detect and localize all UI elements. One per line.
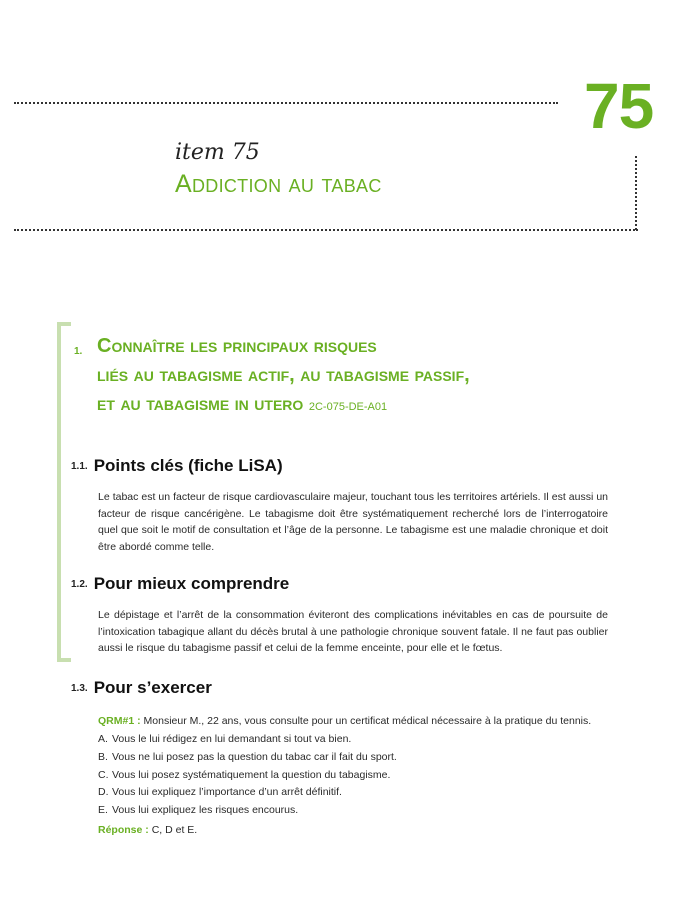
answer-label: Réponse : xyxy=(98,824,149,836)
choice-d xyxy=(98,784,598,802)
section-title-line-3-text: et au tabagisme in utero xyxy=(97,393,304,415)
exercise-choices xyxy=(98,731,598,820)
subsection-heading-mieux-comprendre xyxy=(71,574,289,594)
section-title xyxy=(97,332,617,422)
choice-letter: D. xyxy=(98,786,109,799)
paragraph-points-cles: Le tabac est un facteur de risque cardiovasculaire majeur, touchant tous les territoires artériels. Il est aussi un facteur de risque cancérigène. Le tabagisme doit être systématiquement recherché lors de l’interrogatoire quel que soit le motif de consultation et l’âge de la personne. Le tabagisme est une maladie chronique et doit être abordé comme telle. xyxy=(98,491,608,553)
exercise-question xyxy=(98,713,618,730)
choice-text: Vous le lui rédigez en lui demandant si tout va bien. xyxy=(112,733,352,745)
subsection-title: Points clés (fiche LiSA) xyxy=(93,456,283,475)
choice-e xyxy=(98,802,598,820)
exercise-answer xyxy=(98,824,197,836)
subsection-title: Pour mieux comprendre xyxy=(93,574,290,593)
choice-c xyxy=(98,767,598,785)
subsection-heading-s-exercer xyxy=(71,678,212,698)
section-title-line-2: liés au tabagisme actif, au tabagisme passif, xyxy=(97,364,470,386)
subsection-number: 1.3. xyxy=(71,683,88,694)
section-code: 2C-075-DE-A01 xyxy=(308,401,388,413)
choice-a xyxy=(98,731,598,749)
answer-text: C, D et E. xyxy=(151,824,198,836)
choice-text: Vous lui posez systématiquement la question du tabagisme. xyxy=(112,768,391,781)
subsection-title: Pour s’exercer xyxy=(93,678,212,697)
choice-text: Vous lui expliquez l’importance d’un arrêt définitif. xyxy=(112,786,342,799)
header-dotted-rule-top xyxy=(14,102,558,104)
item-label: item 75 xyxy=(175,140,260,165)
subsection-number: 1.1. xyxy=(71,461,88,472)
section-bracket xyxy=(57,322,71,662)
page-title: Addiction au tabac xyxy=(175,170,382,198)
choice-letter: A. xyxy=(98,733,108,745)
header-dotted-rule-right xyxy=(635,156,637,230)
item-number: 75 xyxy=(584,70,654,142)
choice-text: Vous lui expliquez les risques encourus. xyxy=(112,804,299,817)
choice-text: Vous ne lui posez pas la question du tabac car il fait du sport. xyxy=(112,750,397,763)
choice-b xyxy=(98,749,598,767)
subsection-heading-points-cles xyxy=(71,456,283,476)
subsection-number: 1.2. xyxy=(71,579,88,590)
exercise-question-text: Monsieur M., 22 ans, vous consulte pour un certificat médical nécessaire à la pratique du tennis. xyxy=(143,715,592,727)
paragraph-mieux-comprendre: Le dépistage et l’arrêt de la consommation éviteront des complications inévitables en cas de poursuite de l’intoxication tabagique allant du décès brutal à une pathologie chronique souvent fatale. Il ne faut pas oublier aussi le risque du tabagisme passif et celui de la femme enceinte, pour elle et le fœtus. xyxy=(98,609,608,654)
choice-letter: C. xyxy=(98,768,109,781)
choice-letter: B. xyxy=(98,750,108,763)
section-number: 1. xyxy=(74,346,83,357)
header-dotted-rule-bottom xyxy=(14,229,638,231)
section-title-line-1: Connaître les principaux risques xyxy=(97,335,377,357)
choice-letter: E. xyxy=(98,804,108,817)
section-title-line-3 xyxy=(97,390,617,422)
exercise-tag: QRM#1 : xyxy=(98,715,141,727)
